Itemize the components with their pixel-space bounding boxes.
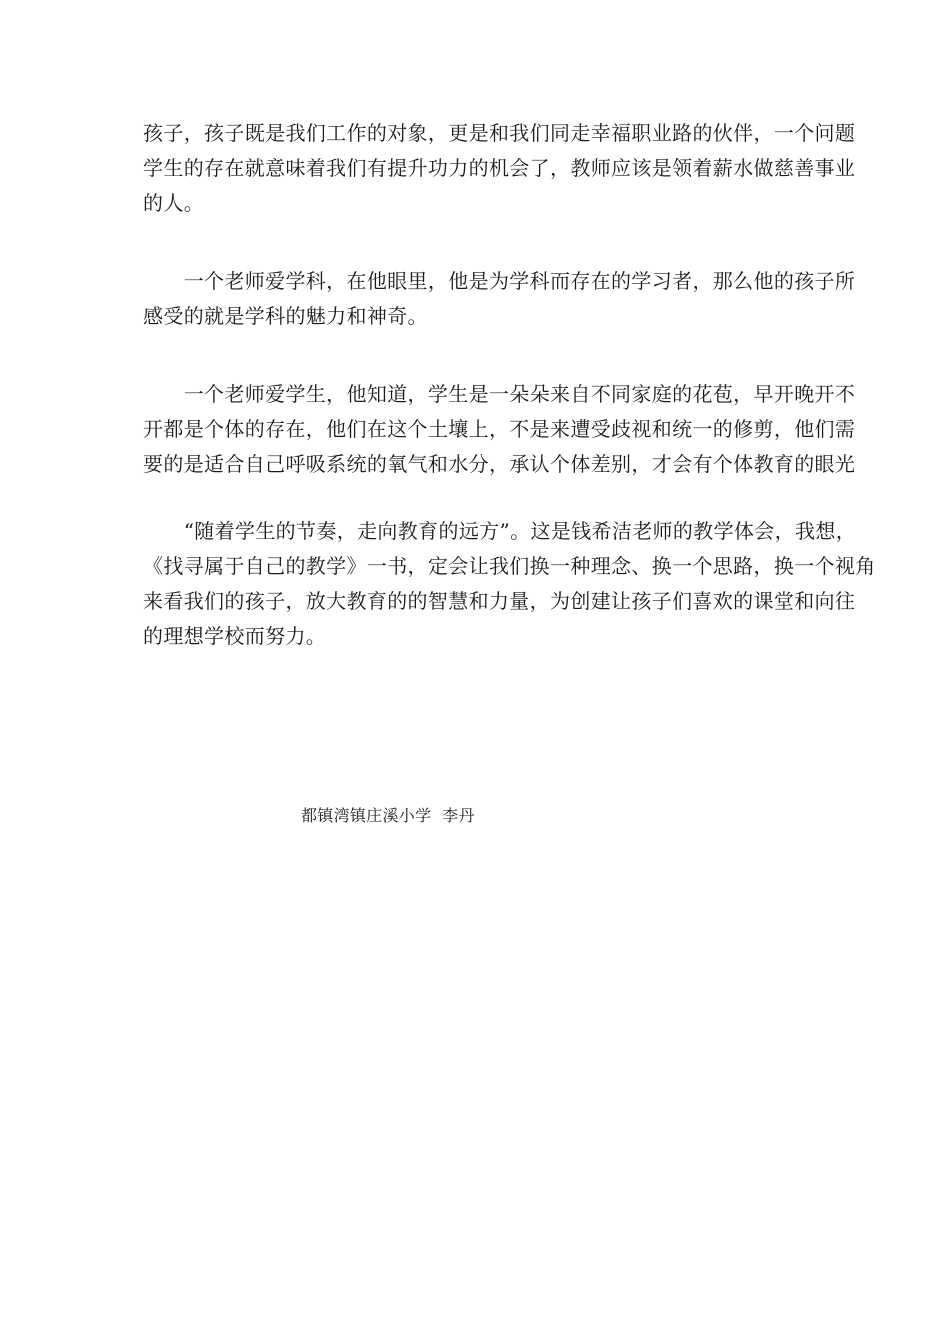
text-line: 《找寻属于自己的教学》一书，定会让我们换一种理念、换一个思路，换一个视角	[143, 554, 876, 578]
text-line: 开都是个体的存在，他们在这个土壤上，不是来遭受歧视和统一的修剪，他们需	[143, 417, 856, 441]
text-line: 要的是适合自己呼吸系统的氧气和水分，承认个体差别，才会有个体教育的眼光	[143, 452, 856, 476]
text-line: “随着学生的节奏，走向教育的远方”。这是钱希洁老师的教学体会，我想，	[143, 519, 857, 543]
text-line: 孩子，孩子既是我们工作的对象，更是和我们同走幸福职业路的伙伴，一个问题	[143, 121, 856, 145]
text-line: 学生的存在就意味着我们有提升功力的机会了，教师应该是领着薪水做慈善事业	[143, 156, 856, 180]
text-line: 一个老师爱学科，在他眼里，他是为学科而存在的学习者，那么他的孩子所	[143, 269, 856, 293]
paragraph-conclusion	[143, 514, 876, 654]
text-line: 的理想学校而努力。	[143, 624, 327, 648]
author-signature: 都镇湾镇庄溪小学 李丹	[301, 806, 475, 825]
paragraph-love-subject	[143, 264, 856, 334]
text-line: 的人。	[143, 191, 205, 215]
paragraph-love-students	[143, 377, 856, 482]
paragraph-teacher-philosophy	[143, 116, 856, 221]
text-line: 感受的就是学科的魅力和神奇。	[143, 304, 428, 328]
text-line: 来看我们的孩子，放大教育的的智慧和力量，为创建让孩子们喜欢的课堂和向往	[143, 589, 856, 613]
text-line: 一个老师爱学生，他知道，学生是一朵朵来自不同家庭的花苞，早开晚开不	[143, 382, 856, 406]
